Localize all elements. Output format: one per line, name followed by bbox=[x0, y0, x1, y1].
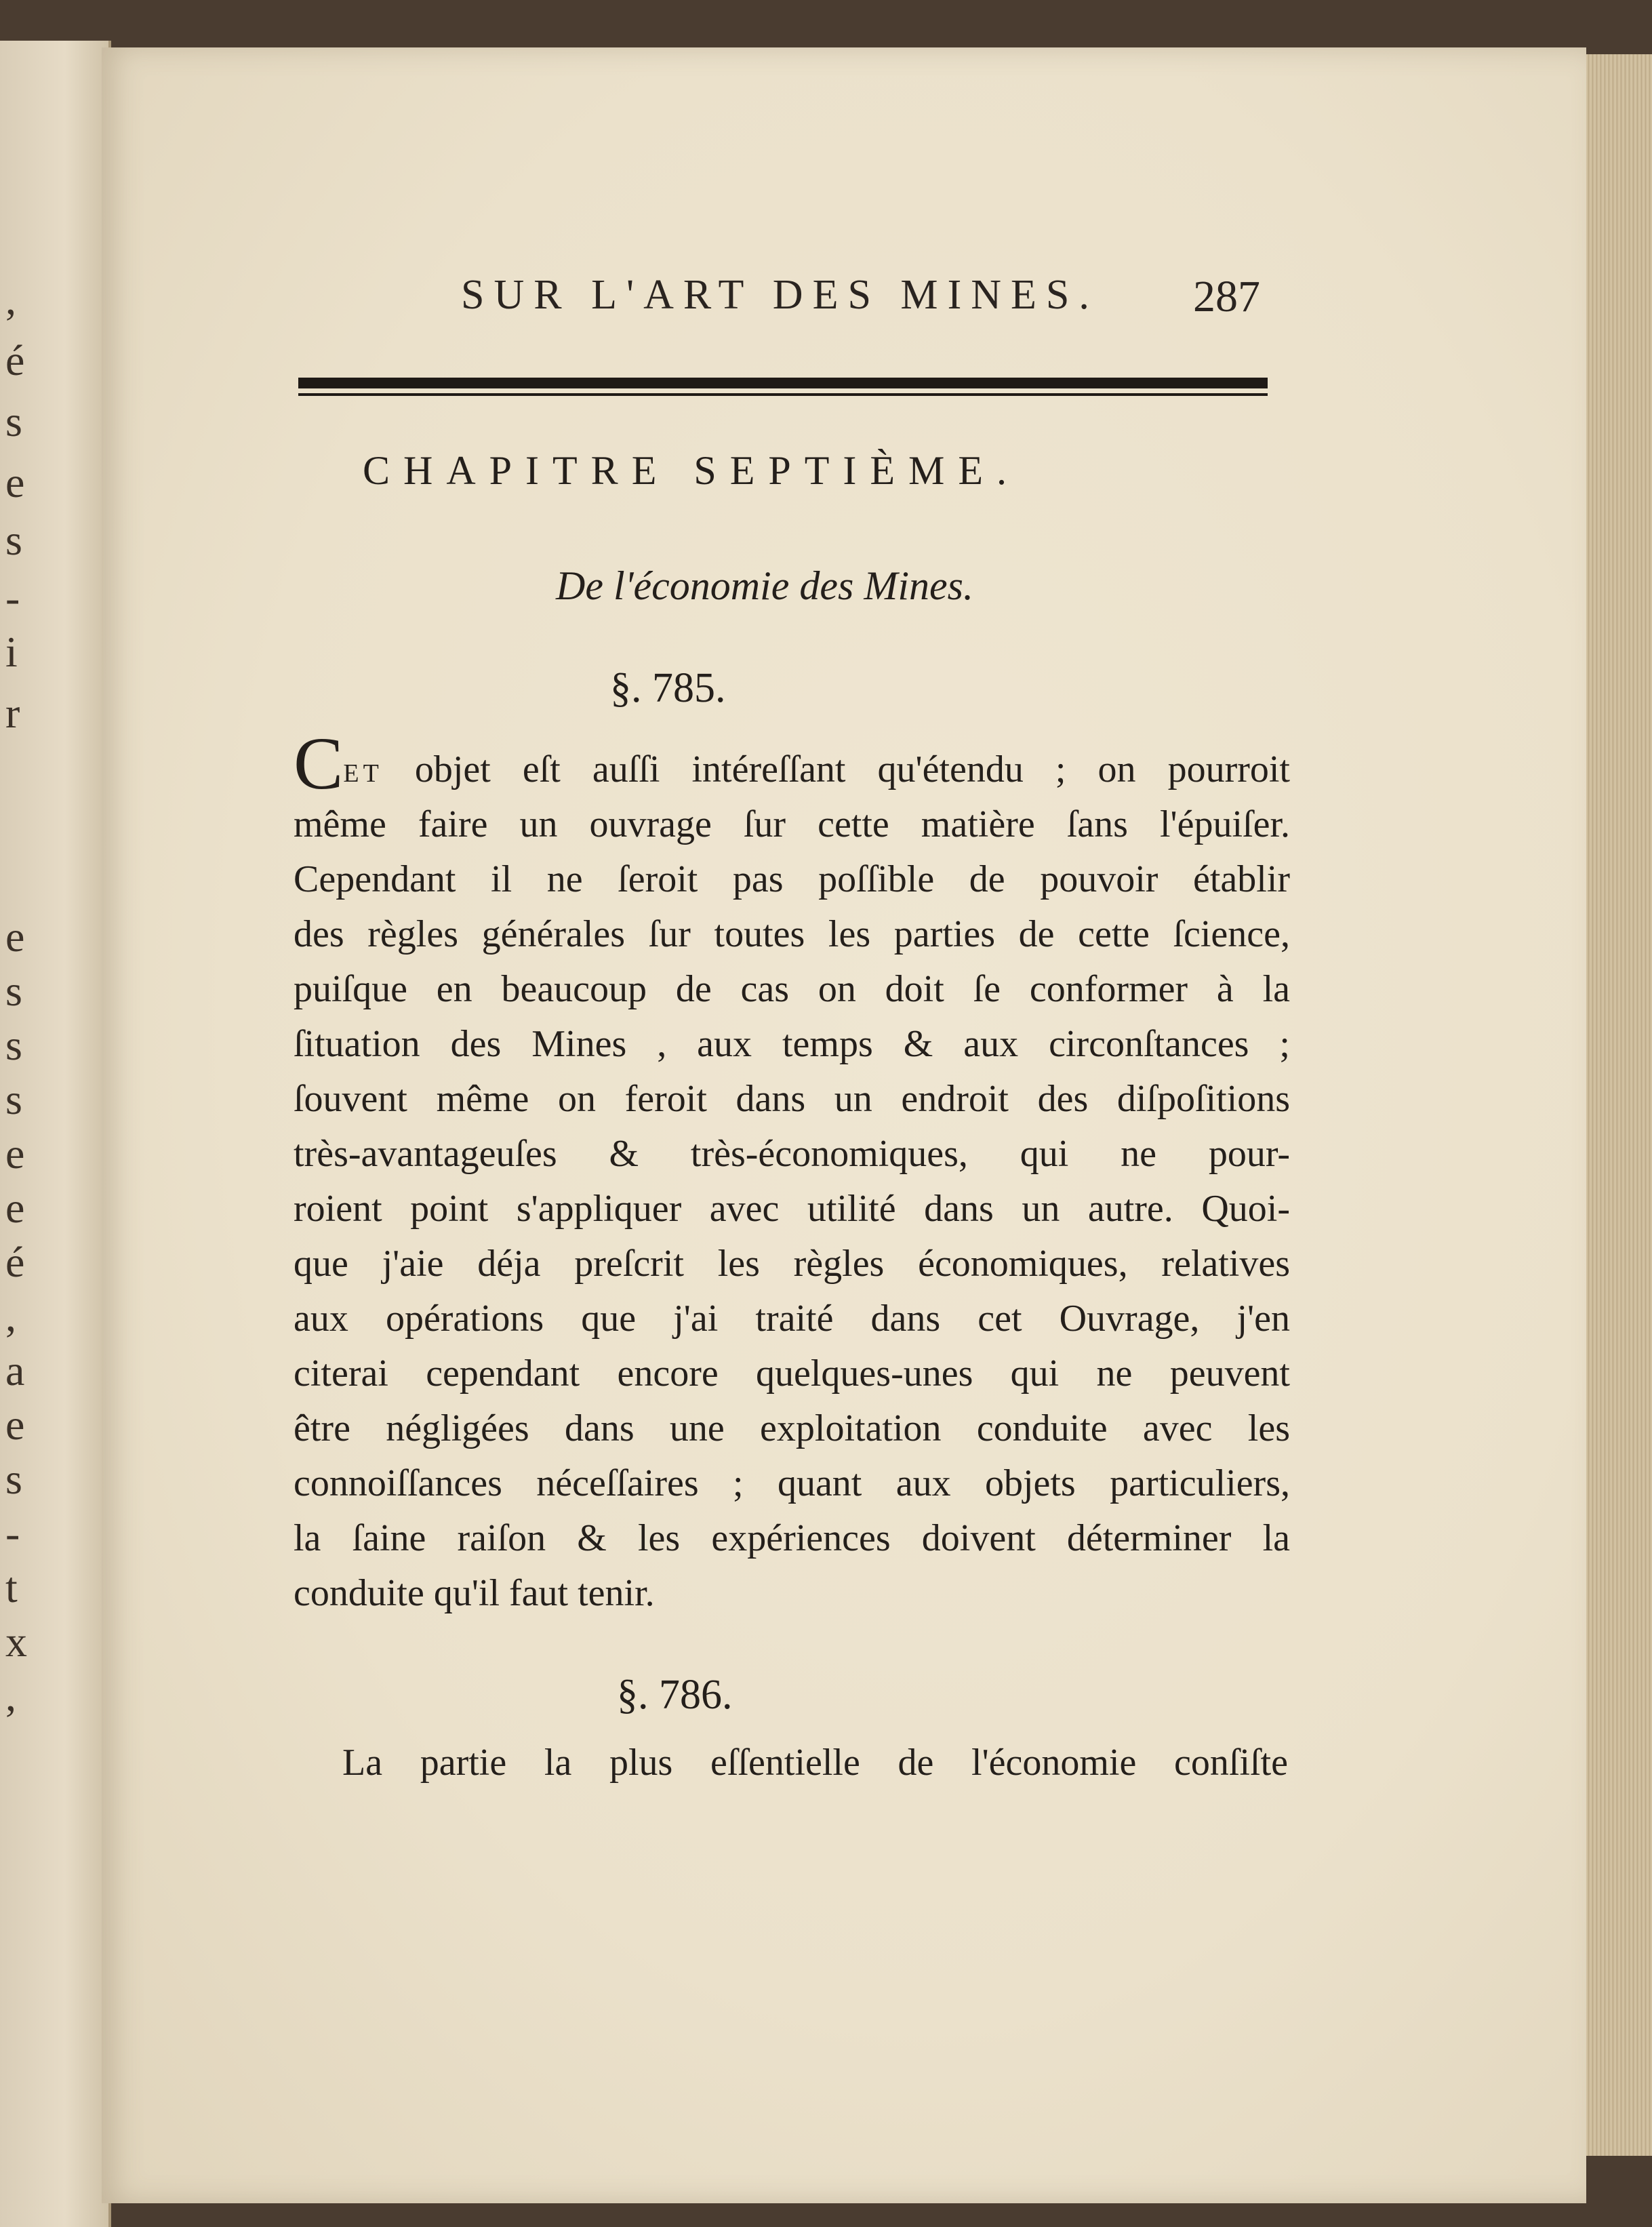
facing-page-fragment: r bbox=[5, 689, 20, 737]
facing-page-fragment: i bbox=[5, 628, 18, 676]
facing-page-fragment: é bbox=[5, 1238, 25, 1286]
paragraph-line: La partie la plus eſſentielle de l'économie conſiſte bbox=[342, 1742, 1288, 1784]
facing-page-fragment: s bbox=[5, 1455, 22, 1503]
facing-page-fragment: - bbox=[5, 1509, 20, 1557]
facing-page-fragment: e bbox=[5, 912, 25, 961]
paragraph-line: des règles générales ſur toutes les parties de cette ſcience, bbox=[294, 913, 1290, 955]
section-mark-785: §. 785. bbox=[610, 665, 726, 711]
facing-page-fragment: e bbox=[5, 1401, 25, 1449]
facing-page-fragment: s bbox=[5, 1075, 22, 1123]
facing-page-fragment: x bbox=[5, 1618, 27, 1666]
facing-page-fragment: - bbox=[5, 574, 20, 622]
running-head: SUR L'ART DES MINES. bbox=[461, 272, 1099, 318]
paragraph-line: aux opérations que j'ai traité dans cet Ouvrage, j'en bbox=[294, 1298, 1290, 1340]
facing-page-edge bbox=[0, 41, 111, 2227]
facing-page-fragment: s bbox=[5, 967, 22, 1015]
facing-page-fragment: , bbox=[5, 1292, 16, 1340]
section-mark-786: §. 786. bbox=[617, 1672, 733, 1718]
facing-page-fragment: s bbox=[5, 397, 22, 445]
facing-page-fragment: , bbox=[5, 275, 16, 323]
first-word-smallcaps: ET bbox=[343, 759, 383, 788]
page-number: 287 bbox=[1193, 272, 1260, 321]
facing-page-fragment: a bbox=[5, 1346, 25, 1395]
paragraph-line: ſituation des Mines , aux temps & aux circonſtances ; bbox=[294, 1023, 1290, 1065]
line-text: objet eſt auſſi intéreſſant qu'étendu ; on pourroit bbox=[414, 748, 1290, 790]
book-page bbox=[102, 47, 1586, 2203]
paragraph-line: conduite qu'il faut tenir. bbox=[294, 1572, 655, 1614]
header-rule-thin bbox=[298, 393, 1268, 396]
paragraph-line: que j'aie déja preſcrit les règles économiques, relatives bbox=[294, 1243, 1290, 1285]
facing-page-fragment: s bbox=[5, 1021, 22, 1069]
paragraph-line bbox=[294, 722, 1290, 805]
paragraph-line: être négligées dans une exploitation conduite avec les bbox=[294, 1407, 1290, 1449]
paragraph-line: citerai cependant encore quelques-unes qui ne peuvent bbox=[294, 1352, 1290, 1395]
facing-page-fragment: e bbox=[5, 458, 25, 506]
paragraph-line: roient point s'appliquer avec utilité dans un autre. Quoi- bbox=[294, 1188, 1290, 1230]
facing-page-fragment: e bbox=[5, 1184, 25, 1232]
paragraph-line: connoiſſances néceſſaires ; quant aux objets particuliers, bbox=[294, 1462, 1290, 1504]
chapter-subtitle: De l'économie des Mines. bbox=[556, 563, 973, 608]
drop-cap: C bbox=[294, 722, 344, 805]
paragraph-line: puiſque en beaucoup de cas on doit ſe conformer à la bbox=[294, 968, 1290, 1010]
chapter-title: CHAPITRE SEPTIÈME. bbox=[363, 448, 1021, 493]
paragraph-line: ſouvent même on feroit dans un endroit des diſpoſitions bbox=[294, 1078, 1290, 1120]
paragraph-line: Cependant il ne ſeroit pas poſſible de pouvoir établir bbox=[294, 858, 1290, 900]
facing-page-fragment: é bbox=[5, 336, 25, 384]
facing-page-fragment: s bbox=[5, 516, 22, 564]
facing-page-fragment: t bbox=[5, 1563, 18, 1611]
paragraph-785 bbox=[294, 722, 1290, 1621]
paragraph-line: très-avantageuſes & très-économiques, qui ne pour- bbox=[294, 1133, 1290, 1175]
paragraph-786 bbox=[342, 1736, 1288, 1790]
paragraph-line: la ſaine raiſon & les expériences doivent déterminer la bbox=[294, 1517, 1290, 1559]
facing-page-fragment: e bbox=[5, 1129, 25, 1178]
header-rule bbox=[298, 378, 1268, 388]
facing-page-fragment: , bbox=[5, 1672, 16, 1720]
paragraph-line: même faire un ouvrage ſur cette matière ſans l'épuiſer. bbox=[294, 803, 1290, 845]
